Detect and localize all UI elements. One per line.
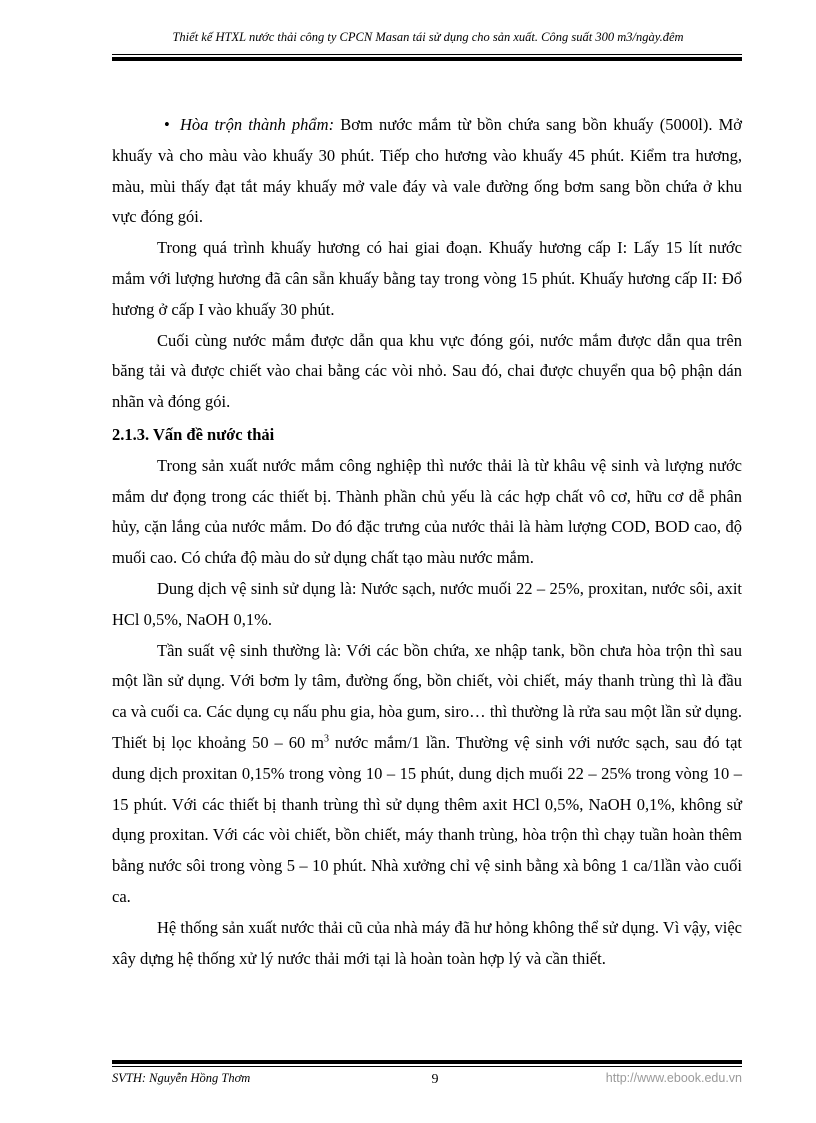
- footer-rule-thin: [112, 1066, 742, 1067]
- paragraph-4: Dung dịch vệ sinh sử dụng là: Nước sạch, nước muối 22 – 25%, proxitan, nước sôi, axit HCl 0,5%, NaOH 0,1%.: [112, 578, 742, 629]
- footer-author: SVTH: Nguyễn Hồng Thơm: [112, 1071, 251, 1085]
- page-number: 9: [431, 1072, 439, 1087]
- paragraph-5-part-a: Tần suất vệ sinh thường là: Với các bồn chứa, xe nhập tank, bồn chưa hòa trộn thì sau một lần sử dụng. Với bơm ly tâm, đường ống, bồn chiết, vòi chiết, máy thanh trùng thì là đầu ca và cuối ca. Các dụng cụ nấu phu gia, hòa gum, siro… thì thường là rửa sau một lần sử dụng. Thiết bị lọc khoảng 50 – 60 m: [112, 640, 742, 752]
- bullet-dot: •: [164, 115, 170, 134]
- running-header: Thiết kế HTXL nước thải công ty CPCN Masan tái sử dụng cho sản xuất. Công suất 300 m3/ngày.đêm: [172, 30, 684, 44]
- bullet-text: Bơm nước mắm từ bồn chứa sang bồn khuấy (5000l). Mở khuấy và cho màu vào khuấy 30 phút. Tiếp cho hương vào khuấy 45 phút. Kiểm tra hương, màu, mùi thấy đạt tắt máy khuấy mở vale đáy và vale đường ống bơm sang bồn chứa ở khu vực đóng gói.: [112, 115, 742, 227]
- paragraph-6: Hệ thống sản xuất nước thải cũ của nhà máy đã hư hỏng không thể sử dụng. Vì vậy, việc xây dựng hệ thống xử lý nước thải mới tại là hoàn toàn hợp lý và cần thiết.: [112, 917, 742, 968]
- paragraph-3: Trong sản xuất nước mắm công nghiệp thì nước thải là từ khâu vệ sinh và lượng nước mắm dư đọng trong các thiết bị. Thành phần chủ yếu là các hợp chất vô cơ, hữu cơ dễ phân hủy, cặn lắng của nước mắm. Do đó đặc trưng của nước thải là hàm lượng COD, BOD cao, độ muối cao. Có chứa độ màu do sử dụng chất tạo màu nước mắm.: [112, 455, 742, 568]
- paragraph-5-part-b: nước mắm/1 lần. Thường vệ sinh với nước sạch, sau đó tạt dung dịch proxitan 0,15% trong vòng 10 – 15 phút, dung dịch muối 22 – 25% trong vòng 10 – 15 phút. Với các thiết bị thanh trùng thì sử dụng thêm axit HCl 0,5%, NaOH 0,1%, không sử dụng proxitan. Với các vòi chiết, bồn chiết, máy thanh trùng, hòa trộn thì chạy tuần hoàn thêm bằng nước sôi trong vòng 5 – 10 phút. Nhà xưởng chỉ vệ sinh bằng xà bông 1 ca/1lần vào cuối ca.: [112, 732, 742, 906]
- bullet-paragraph: [112, 110, 742, 233]
- page-body: [112, 110, 742, 974]
- paragraph-2: Cuối cùng nước mắm được dẫn qua khu vực đóng gói, nước mắm được dẫn qua trên băng tải và được chiết vào chai bằng các vòi nhỏ. Sau đó, chai được chuyển qua bộ phận dán nhãn và đóng gói.: [112, 330, 742, 412]
- paragraph-1: Trong quá trình khuấy hương có hai giai đoạn. Khuấy hương cấp I: Lấy 15 lít nước mắm với lượng hương đã cân sẵn khuấy bằng tay trong vòng 15 phút. Khuấy hương cấp II: Đổ hương ở cấp I vào khuấy 30 phút.: [112, 238, 742, 319]
- superscript-3: 3: [323, 733, 329, 745]
- header-rule-thin: [112, 54, 742, 55]
- footer-rule-thick: [112, 1060, 742, 1064]
- section-heading: 2.1.3. Vấn đề nước thải: [112, 424, 275, 444]
- header-rule-thick: [112, 57, 742, 61]
- bullet-label: Hòa trộn thành phẩm:: [180, 115, 335, 134]
- paragraph-5: [112, 636, 742, 913]
- footer-website-link[interactable]: http://www.ebook.edu.vn: [605, 1071, 742, 1085]
